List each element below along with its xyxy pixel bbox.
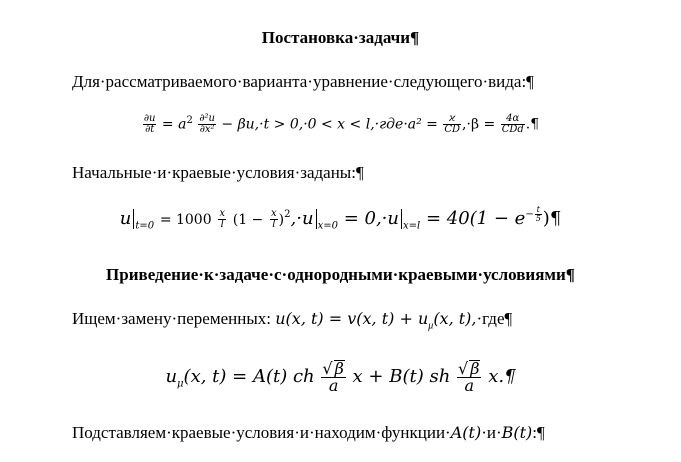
frac-du-dt: $\frac{\partial u}{\partial t}$: [143, 113, 156, 135]
u-mu-rhs2: x + B(t) sh: [352, 366, 451, 387]
pde-end: .¶: [525, 116, 540, 133]
coef-a: a: [178, 116, 187, 133]
u-mu-end: x.¶: [488, 366, 516, 387]
equation-pde: $\frac{\partial u}{\partial t}$ = $a^2$ $\frac{\text{∂²u}}{\text{∂x²}}$ − βu,·t > 0,·0 < x < l,·где·a² = $\frac{ϰ}{CD}$ ,·β = $\frac{4\alpha}{\text{CDd}}$ .¶: [143, 113, 540, 135]
cond-end: )¶: [542, 208, 562, 229]
eq-40: = 40(1 − e: [425, 208, 526, 229]
frac-sqrt-beta-a-1: $\frac{√ \beta}{a}$: [322, 359, 344, 395]
func-A: A(t): [450, 423, 482, 442]
substitution-math: u(x, t) = v(x, t) + u: [275, 309, 429, 328]
substitution-text: Ищем·замену·переменных:: [72, 309, 271, 328]
frac-kappa-cd: $\frac{ϰ}{CD}$: [444, 113, 461, 135]
frac-x-l-2: $\frac{x}{l}$: [271, 207, 277, 230]
var-u-mu: u: [165, 366, 178, 387]
para-substitution: Ищем·замену·переменных: u(x, t) = v(x, $t) + u_\mu(x$, t),·где¶: [72, 309, 513, 332]
frac-x-l: $\frac{x}{l}$: [219, 207, 225, 230]
equation-conditions: u $_{t=0}$ = 1000 $\frac{x}{l}$ (1 − $\frac{x}{l}$ )$^2$,·u $_{x=0}$ = 0,·u $_{x=l} = 40(1 - e^{- \frac{t}{5}}$ )¶: [119, 205, 562, 232]
frac-d2u-dx2: $\frac{\text{∂²u}}{\text{∂x²}}$: [199, 113, 215, 135]
func-B: B(t): [501, 423, 533, 442]
frac-sqrt-beta-a-2: $\frac{√ \beta}{a}$: [458, 359, 480, 395]
para-conditions-intro: Начальные·и·краевые·условия·заданы:¶: [72, 163, 364, 182]
pde-tail: − βu,·t > 0,·0 < x < l,·где·a² =: [221, 116, 438, 133]
u-mu-rhs1: (x, t) = A(t) ch: [183, 366, 315, 387]
eq-1000: = 1000: [159, 212, 212, 228]
find-text: Подставляем·краевые·условия·и·находим·функции·: [72, 423, 451, 442]
para-equation-intro: Для·рассматриваемого·варианта·уравнение·следующего·вида:¶: [72, 72, 534, 91]
beta-eq: ,·β =: [462, 116, 496, 133]
var-u: u: [119, 208, 132, 229]
heading-reduction: Приведение·к·задаче·с·однородными·краевыми·условиями¶: [106, 265, 575, 284]
cond-mid1: ,·u: [290, 208, 314, 229]
cond-mid2: = 0,·u: [343, 208, 399, 229]
paren-open: (1 −: [232, 212, 264, 228]
para-find-functions: Подставляем·краевые·условия·и·находим·функции·A(t)·и·B(t):¶: [72, 423, 545, 442]
heading-problem-statement: Постановка·задачи¶: [261, 28, 420, 47]
frac-4alpha-cdd: $\frac{4\alpha}{\text{CDd}}$: [501, 113, 524, 135]
equation-u-mu: $u_\mu(x$, t) = A(t) ch $\frac{√ \beta}{a}$ x + B(t) sh $\frac{√ \beta}{a}$ x.¶: [165, 359, 516, 395]
